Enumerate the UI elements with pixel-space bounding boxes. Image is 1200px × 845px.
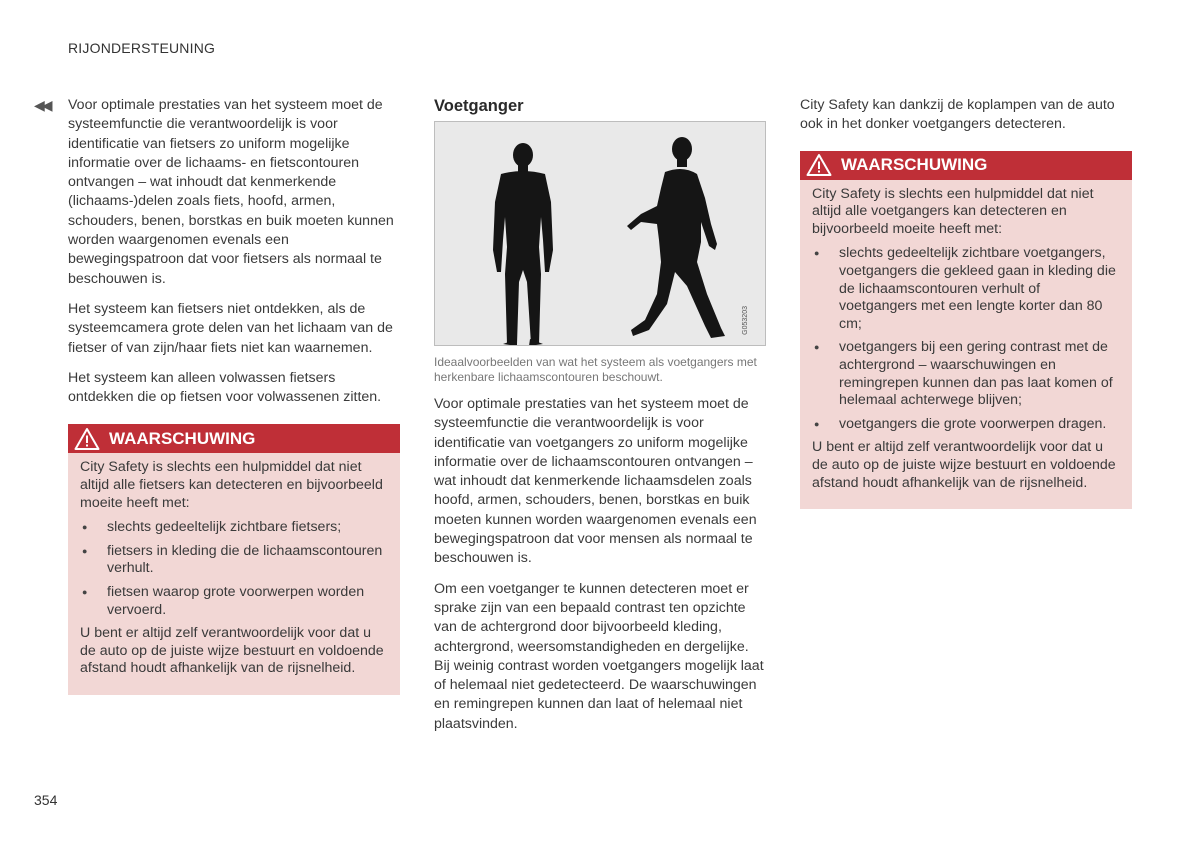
warning-body	[800, 180, 1132, 493]
warning-title: WAARSCHUWING	[109, 429, 256, 449]
warning-triangle-icon	[806, 153, 832, 177]
column-pedestrians	[434, 96, 768, 745]
warning-list	[80, 519, 390, 619]
paragraph: Het systeem kan alleen volwassen fietsers ontdekken die op fietsen voor volwassenen zitten.	[68, 369, 382, 406]
paragraph: Voor optimale prestaties van het systeem moet de systeemfunctie die verantwoordelijk is voor identificatie van voetgangers zo uniform mogelijke informatie over de lichaamscontouren ontvangen – wat inhoudt dat kenmerkende lichaamsdelen zoals hoofd, armen, schouders, benen, borstkas en buik moeten kunnen worden waargenomen evenals een bewegingspatroon dat voor mensen als normaal te beschouwen is.	[434, 396, 757, 567]
list-item: ● fietsen waarop grote voorwerpen worden vervoerd.	[80, 584, 390, 619]
warning-title: WAARSCHUWING	[841, 155, 988, 175]
warning-intro: City Safety is slechts een hulpmiddel dat niet altijd alle voetgangers kan detecteren en bijvoorbeeld moeite heeft met:	[812, 185, 1094, 237]
figure-caption: Ideaalvoorbeelden van wat het systeem als voetgangers met herkenbare lichaamscontouren beschouwt.	[434, 355, 757, 384]
warning-outro: U bent er altijd zelf verantwoordelijk voor dat u de auto op de juiste wijze bestuurt en voldoende afstand houdt afhankelijk van de rijsnelheid.	[812, 439, 1116, 491]
column-pedestrian-warning	[800, 96, 1132, 509]
list-item: ● voetgangers bij een gering contrast met de achtergrond – waarschuwingen en remingrepen kunnen dan pas laat komen of helemaal achterwege blijven;	[812, 339, 1122, 409]
warning-header	[800, 151, 1132, 180]
standing-person-silhouette	[493, 143, 553, 345]
warning-outro: U bent er altijd zelf verantwoordelijk voor dat u de auto op de juiste wijze bestuurt en voldoende afstand houdt afhankelijk van de rijsnelheid.	[80, 625, 384, 677]
warning-body	[68, 453, 400, 678]
list-item: ● slechts gedeeltelijk zichtbare fietsers;	[80, 519, 390, 537]
paragraph: City Safety kan dankzij de koplampen van de auto ook in het donker voetgangers detecteren.	[800, 97, 1115, 133]
warning-header	[68, 424, 400, 453]
section-title: Voetganger	[434, 97, 524, 115]
list-item: ● slechts gedeeltelijk zichtbare voetgangers, voetgangers die gekleed gaan in kleding die de lichaamscontouren verhult of voetgangers met een lengte korter dan 80 cm;	[812, 245, 1122, 333]
paragraph: Het systeem kan fietsers niet ontdekken, als de systeemcamera grote delen van het lichaam van de fietser of van zijn/haar fiets niet kan waarnemen.	[68, 300, 393, 356]
list-item: ● fietsers in kleding die de lichaamscontouren verhult.	[80, 543, 390, 578]
pedestrian-illustration	[434, 121, 766, 346]
paragraph: Voor optimale prestaties van het systeem moet de systeemfunctie die verantwoordelijk is voor identificatie van fietsers zo uniform mogelijke informatie over de lichaams- en fietscontouren ontvangen – wat inhoudt dat kenmerkende (lichaams-)delen zoals fiets, hoofd, armen, schouders, benen, borstkas en buik moeten kunnen worden waargenomen evenals een bewegingspatroon dat voor fietsers als normaal te beschouwen is.	[68, 97, 394, 287]
warning-list	[812, 245, 1122, 433]
pedestrian-silhouettes-image	[435, 122, 765, 345]
warning-box	[800, 151, 1132, 510]
figure-code: G053203	[741, 306, 749, 335]
warning-intro: City Safety is slechts een hulpmiddel dat niet altijd alle fietsers kan detecteren en bijvoorbeeld moeite heeft met:	[80, 459, 383, 511]
continued-marker-icon: ◀◀	[34, 97, 50, 113]
page-header: RIJONDERSTEUNING	[68, 40, 216, 56]
list-item: ● voetgangers die grote voorwerpen dragen.	[812, 416, 1122, 434]
page-number: 354	[34, 792, 58, 808]
paragraph: Om een voetganger te kunnen detecteren moet er sprake zijn van een bepaald contrast ten opzichte van de achtergrond door bijvoorbeeld kleding, achtergrond, weersomstandigheden en dergelijke. Bij weinig contrast worden voetgangers mogelijk laat of helemaal niet gedetecteerd. De waarschuwingen en remingrepen kunnen dan laat of helemaal niet plaatsvinden.	[434, 580, 764, 732]
warning-box	[68, 424, 400, 695]
warning-triangle-icon	[74, 427, 100, 451]
walking-person-silhouette	[627, 137, 725, 338]
column-cyclists	[68, 96, 400, 695]
